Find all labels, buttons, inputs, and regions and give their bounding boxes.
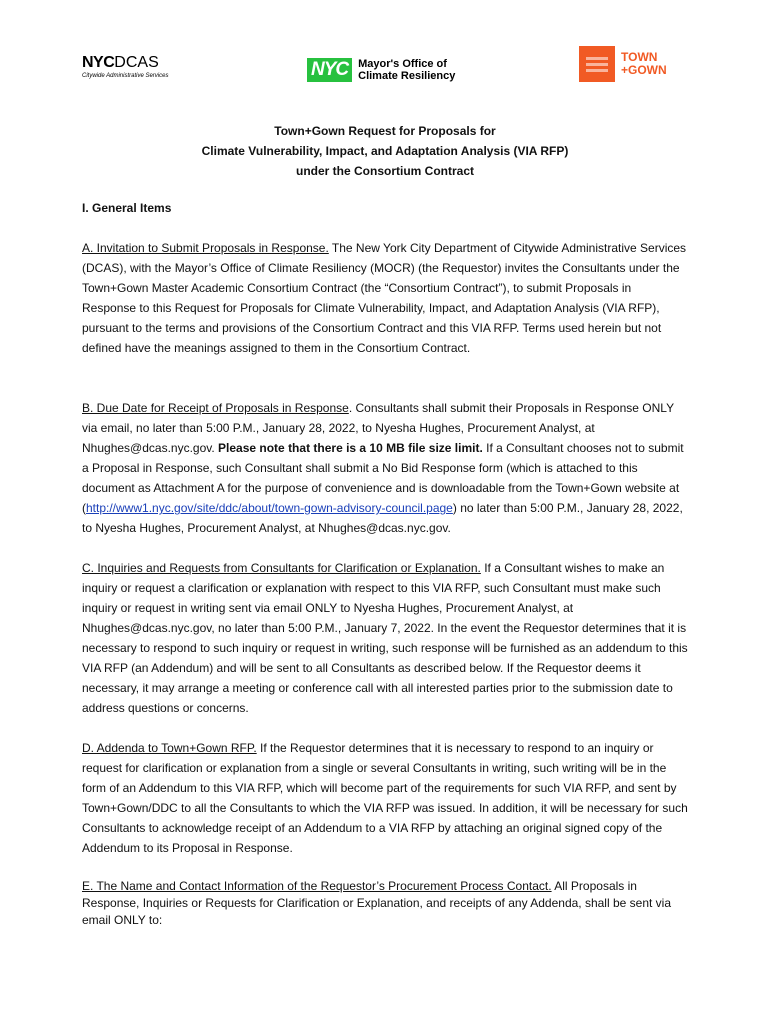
town-gown-logo bbox=[579, 46, 667, 82]
title-line-3: under the Consortium Contract bbox=[295, 164, 474, 178]
mocr-logo-text: Mayor's Office of Climate Resiliency bbox=[358, 58, 456, 82]
title-line-2: Climate Vulnerability, Impact, and Adaptation Analysis (VIA RFP) bbox=[201, 144, 569, 158]
paragraph-c-body: If a Consultant wishes to make an inquiry or request a clarification or explanation with respect to this VIA RFP, such Consultant must make such inquiry or request in writing sent via email ONLY to Nyesha Hughes, Procurement Analyst, at Nhughes@dcas.nyc.gov, no later than 5:00 P.M., January 7, 2022. In the event the Requestor determines that it is necessary to respond to such inquiry or request in writing, such response will be furnished as an addendum to this VIA RFP (an Addendum) and will be sent to all Consultants as described below. If the Requestor deems it necessary, it may arrange a meeting or conference call with all interested parties prior to the submission date to address questions or concerns. bbox=[82, 561, 688, 715]
paragraph-b-body-2: If a Consultant chooses not to submit a Proposal in Response, such Consultant shall submit a No Bid Response form (which is attached to this document as Attachment A for the purpose of convenience and is downloadable from the Town+Gown website at ( bbox=[82, 441, 684, 515]
paragraph-a-body: The New York City Department of Citywide Administrative Services (DCAS), with the Mayor’s Office of Climate Resiliency (MOCR) (the Requestor) invites the Consultants under the Town+Gown Master Academic Consortium Contract (the “Consortium Contract”), to submit Proposals in Response to this Request for Proposals for Climate Vulnerability, Impact, and Adaptation Analysis (VIA RFP), pursuant to the terms and provisions of the Consortium Contract and this VIA RFP. Terms used herein but not defined have the meanings assigned to them in the Consortium Contract. bbox=[82, 241, 687, 355]
nyc-dcas-tagline: Citywide Administrative Services bbox=[82, 73, 169, 79]
paragraph-d-body: If the Requestor determines that it is necessary to respond to an inquiry or request for clarification or explanation from a single or several Consultants in writing, such writing will be in the form of an Addendum to this VIA RFP, which will become part of the requirements for such VIA RFP, and sent by Town+Gown/DDC to all the Consultants to which the VIA RFP was issued. In addition, it will be necessary for such Consultants to acknowledge receipt of an Addendum to a VIA RFP by attaching an original signed copy of the Addendum to its Proposal in Response. bbox=[82, 741, 688, 855]
paragraph-a-lead: A. Invitation to Submit Proposals in Response. bbox=[82, 241, 329, 255]
document-title bbox=[82, 121, 688, 181]
paragraph-d-lead: D. Addenda to Town+Gown RFP. bbox=[82, 741, 257, 755]
town-gown-website-link[interactable]: http://www1.nyc.gov/site/ddc/about/town-gown-advisory-council.page bbox=[86, 501, 453, 515]
file-size-notice: Please note that there is a 10 MB file size limit. bbox=[218, 441, 483, 455]
nyc-mark: NYC bbox=[307, 58, 352, 82]
town-gown-icon bbox=[579, 46, 615, 82]
paragraph-e-lead: E. The Name and Contact Information of the Requestor’s Procurement Process Contact. bbox=[82, 879, 552, 893]
paragraph-c-lead: C. Inquiries and Requests from Consultants for Clarification or Explanation. bbox=[82, 561, 481, 575]
paragraph-b bbox=[82, 398, 688, 538]
town-gown-logo-text: TOWN +GOWN bbox=[621, 50, 667, 77]
paragraph-e bbox=[82, 878, 688, 929]
nyc-dcas-logo-sub: DCAS bbox=[114, 54, 159, 71]
paragraph-b-lead: B. Due Date for Receipt of Proposals in Response bbox=[82, 401, 349, 415]
title-line-1: Town+Gown Request for Proposals for bbox=[274, 124, 496, 138]
mocr-logo bbox=[307, 56, 455, 84]
paragraph-c bbox=[82, 558, 688, 718]
paragraph-a bbox=[82, 238, 688, 358]
paragraph-e-body: All Proposals in Response, Inquiries or Requests for Clarification or Explanation, and receipts of any Addenda, shall be sent via email ONLY to: bbox=[82, 879, 672, 927]
paragraph-d bbox=[82, 738, 688, 858]
section-heading: I. General Items bbox=[82, 201, 172, 215]
paragraph-b-body-3: ) no later than 5:00 P.M., January 28, 2022, to Nyesha Hughes, Procurement Analyst, at Nhughes@dcas.nyc.gov. bbox=[82, 501, 683, 535]
paragraph-b-body-1: . Consultants shall submit their Proposals in Response ONLY via email, no later than 5:00 P.M., January 28, 2022, to Nyesha Hughes, Procurement Analyst, at Nhughes@dcas.nyc.gov. bbox=[82, 401, 674, 455]
nyc-dcas-logo-main: NYC bbox=[82, 54, 115, 71]
nyc-dcas-logo bbox=[82, 55, 182, 83]
